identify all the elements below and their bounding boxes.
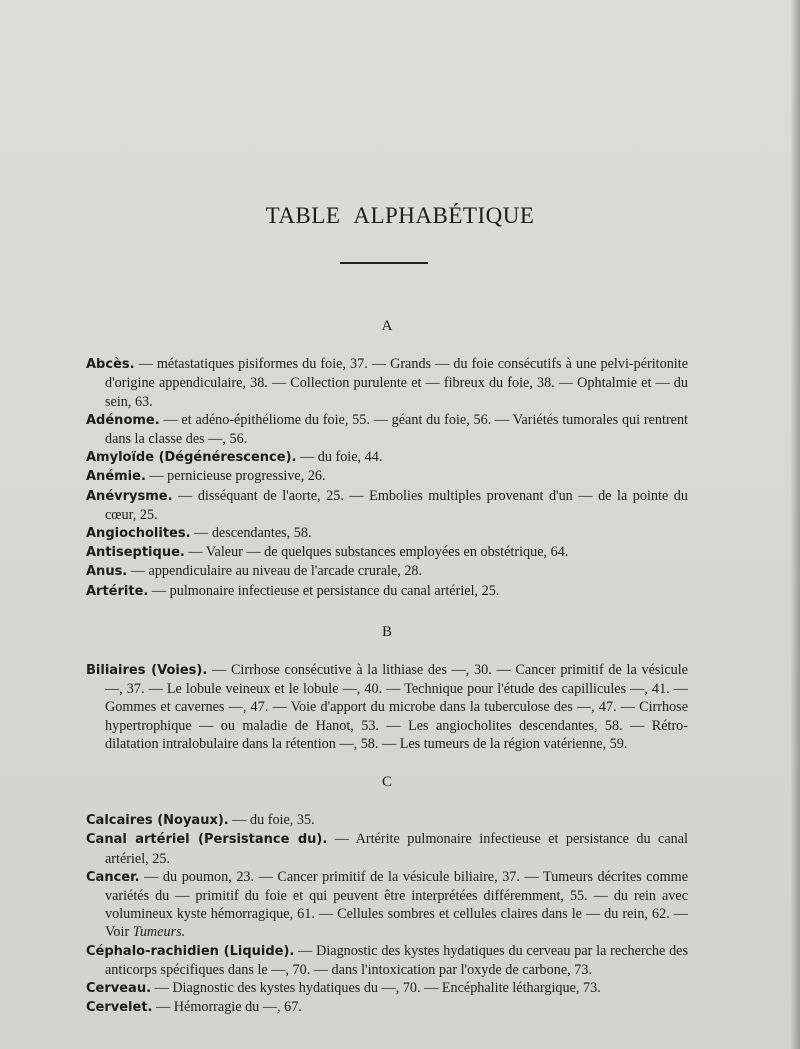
page-title: TABLE ALPHABÉTIQUE (265, 203, 535, 228)
index-entry (86, 942, 688, 979)
entry-headword: Anémie. (86, 469, 146, 485)
index-entry (86, 979, 688, 998)
entry-headword: Antiseptique. (86, 545, 185, 561)
entry-headword: Cancer. (86, 869, 140, 885)
index-entry (86, 355, 688, 411)
index-entry (86, 830, 688, 867)
entry-text: — métastatiques pisiformes du foie, 37. — Grands — du foie consécutifs à une pelvi-péritonite d'origine appendiculaire, 38. — Collection purulente et — fibreux du foie, 38. — Ophtalmie et — du sein, 63. (105, 356, 688, 410)
entry-headword: Artérite. (86, 583, 149, 599)
index-entry (86, 487, 688, 524)
entry-text: — Hémorragie du —, 67. (152, 999, 302, 1016)
entry-text: — du poumon, 23. — Cancer primitif de la vésicule biliaire, 37. — Tumeurs décrites comme variétés du — primitif du foie et qui peuvent être interprétées différemment, 55. — du rein avec volumineux kyste hémorragique, 61. — Cellules sombres et cellules claires dans le — du rein, 62. — Voir (105, 868, 688, 941)
index-entry (86, 998, 688, 1017)
entry-text: — appendiculaire au niveau de l'arcade crurale, 28. (127, 563, 423, 580)
entry-text: — descendantes, 58. (190, 525, 312, 542)
entry-headword: Angiocholites. (86, 526, 191, 542)
entry-text: — Artérite pulmonaire infectieuse et persistance du canal artériel, 25. (105, 831, 688, 867)
entry-text: — Valeur — de quelques substances employées en obstétrique, 64. (184, 544, 569, 561)
title-rule (340, 262, 428, 264)
section-letter-a: A (381, 318, 393, 334)
entry-headword: Adénome. (86, 412, 160, 428)
entry-text: — Diagnostic des kystes hydatiques du —, 70. — Encéphalite léthargique, 73. (151, 980, 601, 997)
entry-text: — pernicieuse progressive, 26. (145, 468, 326, 485)
index-entry (86, 543, 688, 562)
index-entry (86, 811, 688, 830)
index-content (86, 317, 688, 1018)
index-entry (86, 868, 688, 942)
entry-text: — disséquant de l'aorte, 25. — Embolies multiples provenant d'un — de la pointe du cœur, 25. (105, 487, 688, 523)
entry-headword: Abcès. (86, 357, 135, 373)
entry-text: — Diagnostic des kystes hydatiques du cerveau par la recherche des anticorps spécifiques dans le —, 70. — dans l'intoxication par l'oxyde de carbone, 73. (105, 942, 688, 978)
index-entry (86, 524, 688, 543)
section-letter-c: C (381, 774, 392, 791)
entry-headword: Canal artériel (Persistance du). (86, 832, 328, 848)
entry-text: — du foie, 44. (296, 449, 383, 466)
entry-headword: Amyloïde (Dégénérescence). (86, 450, 297, 466)
entry-text: — pulmonaire infectieuse et persistance du canal artériel, 25. (148, 582, 500, 599)
entry-text: — et adéno-épithéliome du foie, 55. — géant du foie, 56. — Variétés tumorales qui rentrent dans la classe des —, 56. (105, 411, 688, 448)
section-letter-b: B (381, 623, 392, 640)
index-entry (86, 467, 688, 486)
entry-headword: Anus. (86, 564, 128, 580)
entry-headword: Cervelet. (86, 1000, 153, 1016)
entry-headword: Céphalo-rachidien (Liquide). (86, 943, 295, 959)
entry-headword: Anévrysme. (86, 488, 173, 504)
entry-text: — du foie, 35. (228, 812, 315, 829)
entry-text: — Cirrhose consécutive à la lithiase des —, 30. — Cancer primitif de la vésicule —, 37. — Le lobule veineux et le lobule —, 40. — Technique pour l'étude des capillicules —, 41. — Gommes et cavernes —, 47. — Voie d'apport du microbe dans la tuberculose des —, 47. — Cirrhose hypertrophique — ou maladie de Hanot, 53. — Les angiocholites descendantes, 58. — Rétro-dilatation intralobulaire dans la rétention —, 58. — Les tumeurs de la région vatérienne, 59. (105, 662, 688, 752)
index-entry (86, 448, 688, 467)
entry-headword: Cerveau. (86, 981, 152, 997)
index-entry (86, 562, 688, 581)
entry-cross-reference: Tumeurs. (132, 924, 186, 941)
index-entry (86, 661, 688, 753)
index-entry (86, 411, 688, 448)
entry-headword: Calcaires (Noyaux). (86, 813, 229, 829)
index-entry (86, 582, 688, 601)
entry-headword: Biliaires (Voies). (86, 663, 208, 679)
